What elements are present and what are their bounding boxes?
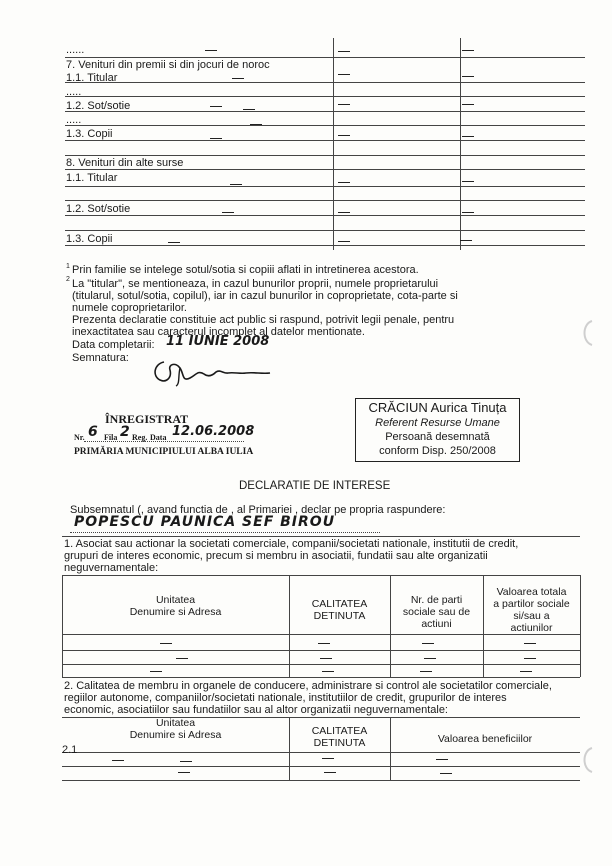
handwritten-dash [180,761,192,762]
col-header-line: CALITATEA [311,598,368,610]
grid-line [65,57,585,58]
row-sot-sotie: 1.2. Sot/sotie [66,100,131,112]
statement-line-1: Prezenta declaratie constituie act public si raspund, potrivit legii penale, pentru [72,314,455,326]
col-header-line: si/sau a [513,610,550,622]
grid-line [65,155,585,156]
footnote-2-line-3: numele coproprietarilor. [72,302,187,314]
grid-line [62,575,63,677]
declaration-intro: Subsemnatul (, avand functia de , al Primariei , declar pe propria raspundere: [70,504,446,516]
handwritten-dash [462,104,474,105]
row-copii: 1.3. Copii [66,128,113,140]
section-2-line-2: regiilor autonome, companiilor/societati nationale, institutiilor de credit, grupurilor de interes [64,692,507,704]
handwritten-dash [150,671,162,672]
registration-fila-value: 2 [120,424,130,440]
statement-line-2: inexactitatea sau caracterul incomplet al datelor mentionate. [72,326,365,338]
grid-line [460,38,461,250]
handwritten-dash [230,184,242,185]
grid-line [62,677,580,678]
name-underline [70,532,380,533]
handwritten-dash [318,643,330,644]
handwritten-dash [520,671,532,672]
footnote-1: Prin familie se intelege sotul/sotia si copiii aflati in intretinerea acestora. [72,264,419,276]
col-header-line: a partilor sociale [493,598,570,610]
registration-title: ÎNREGISTRAT [105,412,189,426]
registration-data-value: 12.06.2008 [172,424,255,439]
grid-line [390,717,391,780]
margin-mark [578,745,598,775]
handwritten-dash [424,658,436,659]
grid-line [62,536,580,537]
col-header-calitatea [289,598,390,622]
handwritten-dash [338,74,350,75]
col-header-line: Valoarea totala [496,586,567,598]
handwritten-dash [462,76,474,77]
registration-fila-label: Fila [104,433,118,442]
handwritten-name-function: POPESCU PAUNICA SEF BIROU [74,514,336,530]
footnote-2-line-2: (titularul, sotul/sotia, copilul), iar in cazul bunurilor in coproprietate, cota-parte si [72,290,458,302]
grid-line [289,575,290,677]
col-header-valoarea-beneficiilor [390,733,580,745]
row-titular: 1.1. Titular [66,72,118,84]
footnote-2-line-1: La "titular", se mentioneaza, in cazul bunurilor proprii, numele proprietarului [72,278,439,290]
footnote-mark: 1 [66,263,70,270]
handwritten-dash [205,50,217,51]
col-header-line: sociale sau de [402,606,471,618]
stamp-name: CRĂCIUN Aurica Tinuța [368,400,507,415]
registration-nr-label: Nr. [74,433,85,442]
section-7-title: 7. Venituri din premii si din jocuri de noroc [66,59,270,71]
grid-line [580,575,581,677]
handwritten-dash [420,671,432,672]
registration-underline [84,441,244,442]
col-header-line: Denumire si Adresa [129,606,222,618]
col-header-line: Unitatea [155,594,196,606]
grid-line [65,245,585,246]
col-header-line: actiuni [421,618,452,630]
handwritten-dash [232,78,244,79]
grid-line [62,650,580,651]
section-1-line-1: 1. Asociat sau actionar la societati comerciale, companii/societati nationale, institutii de credit, [64,538,519,550]
handwritten-dash [422,643,434,644]
handwritten-dash [338,241,350,242]
grid-line [62,634,580,635]
section-2-line-1: 2. Calitatea de membru in organele de conducere, administrare si control ale societatilor comerciale, [64,680,552,692]
col-header-line: Valoarea beneficiilor [437,733,533,745]
handwritten-dash [250,124,262,125]
col-header-line: actiunilor [510,622,553,634]
grid-line [65,200,585,201]
stamp-role: Referent Resurse Umane [375,417,500,429]
grid-line [65,215,585,216]
handwritten-dash [210,138,222,139]
registration-data-label: Data [150,433,167,442]
col-header-line: DETINUTA [313,737,366,749]
handwritten-dash [160,643,172,644]
section-1-line-2: grupuri de interes economic, precum si membru in asociatii, fundatii sau alte organizatii [64,550,488,562]
handwritten-dash [210,106,222,107]
row-copii: 1.3. Copii [66,233,113,245]
row-sot-sotie: 1.2. Sot/sotie [66,203,131,215]
grid-line [62,575,580,576]
handwritten-dash [338,51,350,52]
grid-line [65,230,585,231]
grid-line [65,140,585,141]
date-label: Data completarii: [72,339,155,351]
grid-line [62,664,580,665]
stamp-line-3: Persoană desemnată [385,431,490,443]
handwritten-dash [338,212,350,213]
handwritten-dash [243,109,255,110]
handwritten-dash [462,50,474,51]
row-titular: 1.1. Titular [66,172,118,184]
grid-line [62,780,580,781]
row-label-2-1: 2.1 [62,744,78,756]
col-header-line: CALITATEA [311,725,368,737]
grid-line [65,111,585,112]
handwritten-dash [460,240,472,241]
grid-line [65,125,585,126]
dots-row: ..... [66,114,82,126]
registration-reg-label: Reg. [132,433,148,442]
col-header-unitatea [62,717,289,741]
grid-line [65,96,585,97]
handwritten-dash [524,658,536,659]
dots-row: ..... [66,86,82,98]
grid-line [65,169,585,170]
handwritten-dash [322,758,334,759]
grid-line [65,82,585,83]
handwritten-dash [322,671,334,672]
margin-mark [578,318,598,348]
dots-row: ...... [66,44,85,56]
handwritten-dash [440,773,452,774]
handwritten-signature [150,356,320,388]
col-header-nr-parti [390,594,483,630]
registration-nr-value: 6 [88,424,98,440]
grid-line [333,38,334,250]
col-header-calitatea [289,725,390,749]
col-header-line: DETINUTA [313,610,366,622]
handwritten-dash [222,212,234,213]
designated-person-stamp [355,398,520,462]
col-header-unitatea [62,594,289,618]
registration-institution: PRIMĂRIA MUNICIPIULUI ALBA IULIA [74,447,254,457]
col-header-line: Denumire si Adresa [129,729,222,741]
handwritten-dash [462,212,474,213]
handwritten-dash [178,772,190,773]
col-header-valoarea-totala [483,586,580,634]
handwritten-dash [320,658,332,659]
handwritten-dash [462,136,474,137]
section-8-title: 8. Venituri din alte surse [66,157,184,169]
handwritten-dash [324,772,336,773]
stamp-line-4: conform Disp. 250/2008 [379,445,496,457]
handwritten-dash [176,658,188,659]
grid-line [65,186,585,187]
date-value-handwritten: 11 IUNIE 2008 [166,334,270,349]
signature-label: Semnatura: [72,352,129,364]
col-header-line: Nr. de parti [410,594,463,606]
handwritten-dash [436,759,448,760]
grid-line [62,752,580,753]
grid-line [62,766,580,767]
declaration-title: DECLARATIE DE INTERESE [239,480,391,492]
handwritten-dash [462,181,474,182]
handwritten-dash [338,104,350,105]
col-header-line: Unitatea [155,717,196,729]
handwritten-dash [338,182,350,183]
handwritten-dash [112,760,124,761]
section-2-line-3: economic, asociatiilor sau fundatiilor sau al altor organizatii neguvernamentale: [64,704,448,716]
footnote-mark: 2 [66,276,70,283]
handwritten-dash [524,643,536,644]
handwritten-dash [338,135,350,136]
section-1-line-3: neguvernamentale: [64,562,159,574]
handwritten-dash [168,242,180,243]
